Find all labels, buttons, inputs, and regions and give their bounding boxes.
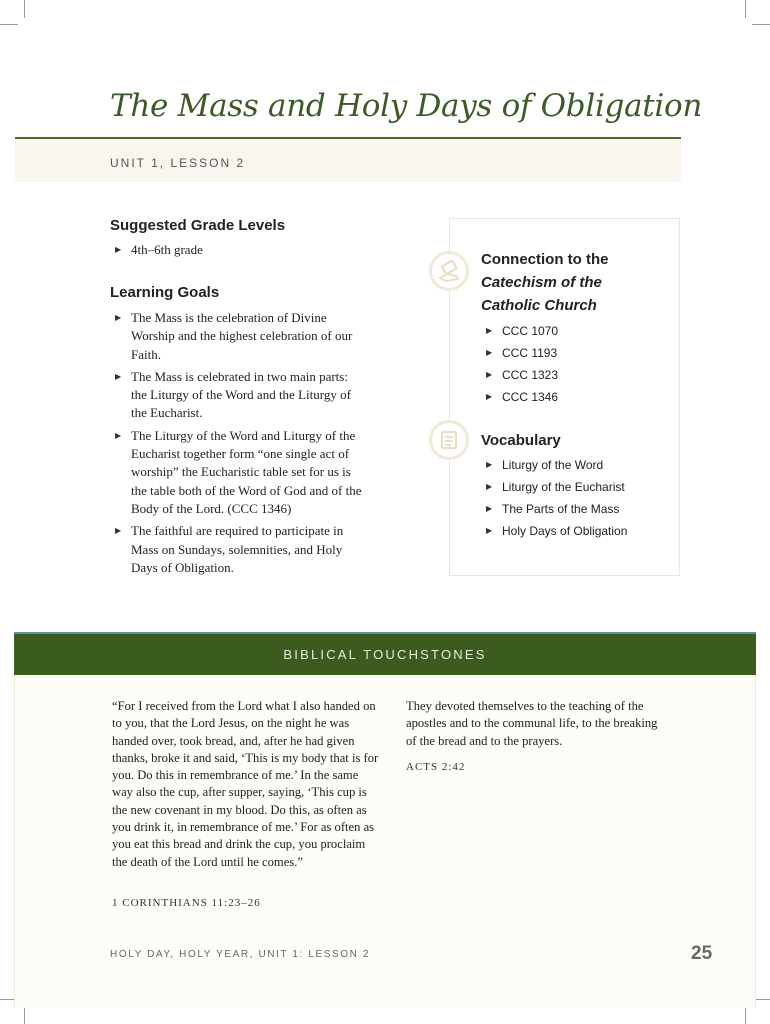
crop-mark xyxy=(752,24,770,25)
bullet-arrow-icon: ▶ xyxy=(486,326,493,335)
bullet-arrow-icon: ▶ xyxy=(115,526,122,536)
catechism-list xyxy=(481,324,671,412)
touchstones-banner xyxy=(14,632,756,675)
crop-mark xyxy=(745,0,746,18)
quote-corinthians: “For I received from the Lord what I also handed on to you, that the Lord Jesus, on the night he was handed over, took bread, and, after he had given thanks, broke it and said, ‘This is my body that is for you. Do this in remembrance of me.’ In the same way also the cup, after supper, saying, ‘This cup is the new covenant in my blood. Do this, as often as you drink it, in remembrance of me.’ For as often as you eat this bread and drink the cup, you proclaim the death of the Lord until he comes.” xyxy=(112,699,379,869)
unit-band xyxy=(15,139,681,182)
vocabulary-heading: Vocabulary xyxy=(481,432,561,449)
citation-corinthians: 1 CORINTHIANS 11:23–26 xyxy=(112,897,261,909)
catechism-book-hand-icon xyxy=(429,251,469,291)
citation-acts: ACTS 2:42 xyxy=(406,761,466,773)
crop-mark xyxy=(24,0,25,18)
bullet-arrow-icon: ▶ xyxy=(486,370,493,379)
list-item: ▶ CCC 1323 xyxy=(486,368,559,382)
crop-mark xyxy=(24,1006,25,1024)
list-item: ▶ The faithful are required to participate in Mass on Sundays, solemnities, and Holy Days of Obligation. xyxy=(115,523,344,575)
unit-label: UNIT 1, LESSON 2 xyxy=(110,156,246,170)
bullet-arrow-icon: ▶ xyxy=(115,371,122,381)
list-item: ▶ 4th–6th grade xyxy=(110,241,370,259)
grade-levels-heading: Suggested Grade Levels xyxy=(110,217,286,234)
list-item: ▶ CCC 1070 xyxy=(486,324,559,338)
list-item: ▶ Liturgy of the Word xyxy=(486,458,604,472)
quote-acts: They devoted themselves to the teaching of the apostles and to the communal life, to the breaking of the bread and to the prayers. xyxy=(406,699,658,748)
bullet-arrow-icon: ▶ xyxy=(486,482,493,491)
list-item: ▶ The Mass is the celebration of Divine Worship and the highest celebration of our Faith. xyxy=(115,310,353,362)
list-item: ▶ Holy Days of Obligation xyxy=(486,524,628,538)
learning-goals-list xyxy=(110,309,362,581)
bullet-arrow-icon: ▶ xyxy=(115,245,122,254)
bullet-arrow-icon: ▶ xyxy=(486,504,493,513)
bullet-arrow-icon: ▶ xyxy=(486,460,493,469)
page-number: 25 xyxy=(691,943,713,964)
catechism-heading: Connection to the Catechism of the Catholic Church xyxy=(481,251,609,314)
learning-goals-heading: Learning Goals xyxy=(110,284,220,301)
bullet-arrow-icon: ▶ xyxy=(486,348,493,357)
bullet-arrow-icon: ▶ xyxy=(115,430,122,440)
crop-mark xyxy=(0,24,18,25)
list-item: ▶ The Liturgy of the Word and Liturgy of the Eucharist together form “one single act of worship” the Eucharistic table set for us is the table both of the Word of God and of the Body of the Lord. (CCC 1346) xyxy=(115,427,362,516)
list-item: ▶ CCC 1346 xyxy=(486,390,559,404)
vocabulary-list xyxy=(481,458,671,546)
vocabulary-card-icon xyxy=(429,420,469,460)
list-item: ▶ The Parts of the Mass xyxy=(486,502,620,516)
grade-levels-list xyxy=(110,241,370,263)
page-title: The Mass and Holy Days of Obligation xyxy=(110,88,703,124)
touchstones-label: BIBLICAL TOUCHSTONES xyxy=(283,647,487,662)
crop-mark xyxy=(745,1006,746,1024)
bullet-arrow-icon: ▶ xyxy=(115,313,122,322)
list-item: ▶ CCC 1193 xyxy=(486,346,558,360)
bullet-arrow-icon: ▶ xyxy=(486,526,493,535)
list-item: ▶ The Mass is celebrated in two main parts: the Liturgy of the Word and the Liturgy of the Eucharist. xyxy=(115,368,351,421)
bullet-arrow-icon: ▶ xyxy=(486,392,493,401)
running-footer: HOLY DAY, HOLY YEAR, UNIT 1: LESSON 2 xyxy=(110,949,371,960)
list-item: ▶ Liturgy of the Eucharist xyxy=(486,480,625,494)
